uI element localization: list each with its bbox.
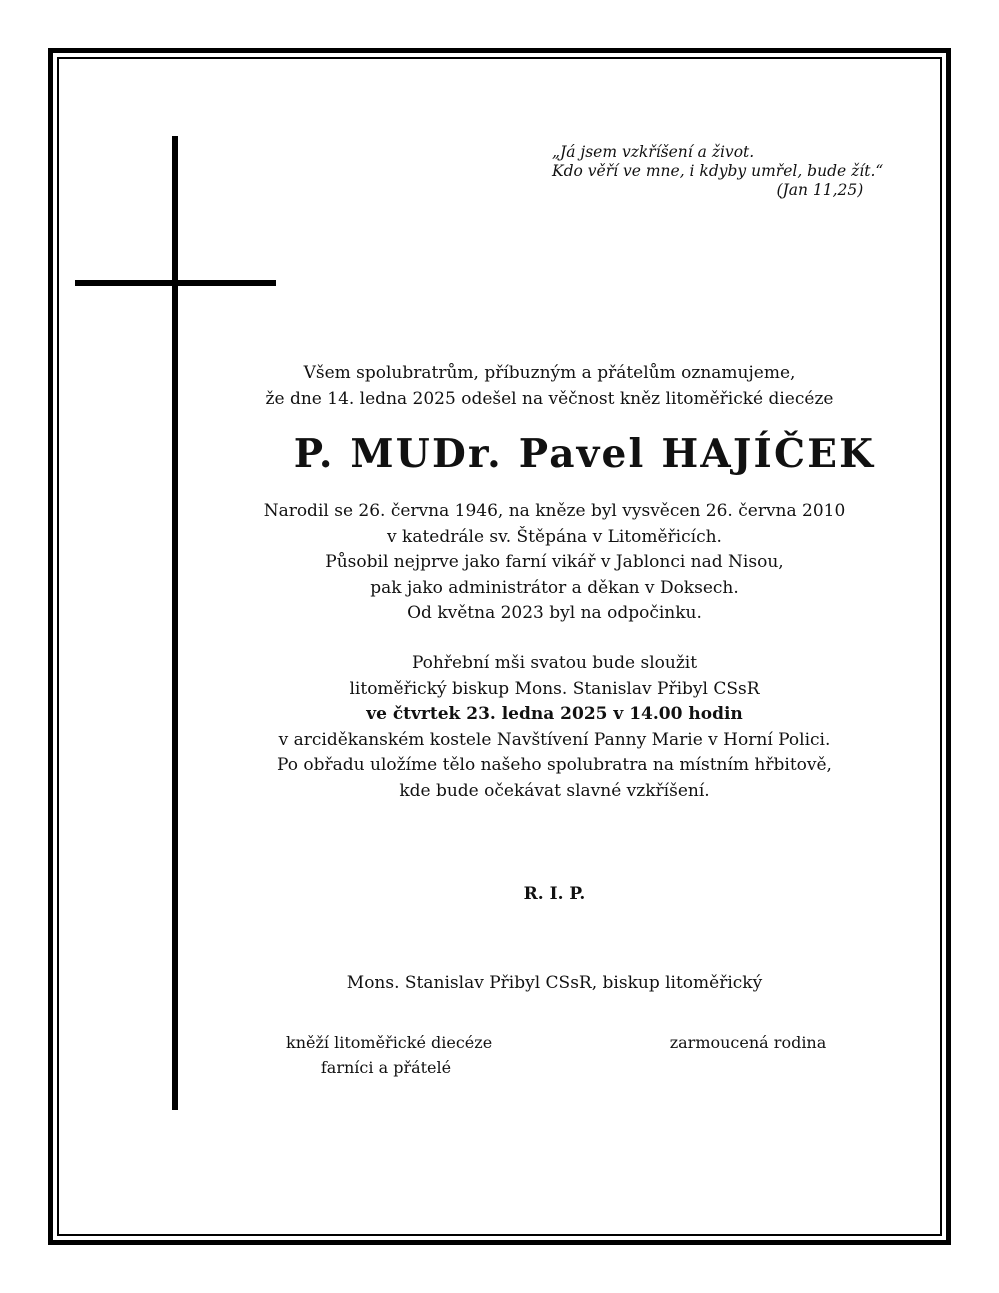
mourners-right [648, 1030, 848, 1055]
quote-reference: (Jan 11,25) [776, 181, 864, 199]
deceased-name: P. MUDr. Pavel HAJÍČEK [293, 431, 876, 477]
bio-line-1: Narodil se 26. června 1946, na kněze byl vysvěcen 26. června 2010 [263, 501, 846, 521]
mourners-left-line-1: kněží litoměřické diecéze [286, 1033, 493, 1052]
bishop-signature: Mons. Stanislav Přibyl CSsR, biskup litoměřický [346, 973, 763, 993]
biography [55, 499, 999, 627]
intro-line-1: Všem spolubratrům, příbuzným a přátelům oznamujeme, [303, 363, 796, 383]
funeral-line-5: Po obřadu uložíme tělo našeho spolubratra na místním hřbitově, [277, 755, 832, 775]
rip-text: R. I. P. [523, 884, 586, 904]
quote-line-2: Kdo věří ve mne, i kdyby umřel, bude žít.“ [552, 162, 884, 180]
mourners-left-line-2: farníci a přátelé [320, 1058, 452, 1077]
bio-line-3: Působil nejprve jako farní vikář v Jablonci nad Nisou, [325, 552, 784, 572]
bio-line-5: Od května 2023 byl na odpočinku. [407, 603, 702, 623]
funeral-date: ve čtvrtek 23. ledna 2025 v 14.00 hodin [366, 704, 743, 724]
cross-horizontal-bar [75, 280, 276, 286]
intro-line-2: že dne 14. ledna 2025 odešel na věčnost kněz litoměřické diecéze [265, 388, 834, 409]
announcement-intro [50, 361, 999, 412]
funeral-line-2: litoměřický biskup Mons. Stanislav Přibyl CSsR [349, 678, 760, 699]
mourners-left [286, 1030, 493, 1080]
bio-line-2: v katedrále sv. Štěpána v Litoměřicích. [387, 526, 722, 547]
funeral-line-4: v arciděkanském kostele Navštívení Panny Marie v Horní Polici. [278, 729, 831, 750]
quote-line-1: „Já jsem vzkříšení a život. [552, 143, 755, 161]
bible-quote [552, 143, 883, 200]
funeral-line-6: kde bude očekávat slavné vzkříšení. [399, 780, 710, 801]
funeral-details [55, 651, 999, 804]
funeral-line-1: Pohřební mši svatou bude sloužit [411, 653, 698, 673]
inner-border [57, 57, 942, 1236]
mourners-right-line-1: zarmoucená rodina [669, 1033, 827, 1052]
bio-line-4: pak jako administrátor a děkan v Doksech. [370, 577, 739, 598]
